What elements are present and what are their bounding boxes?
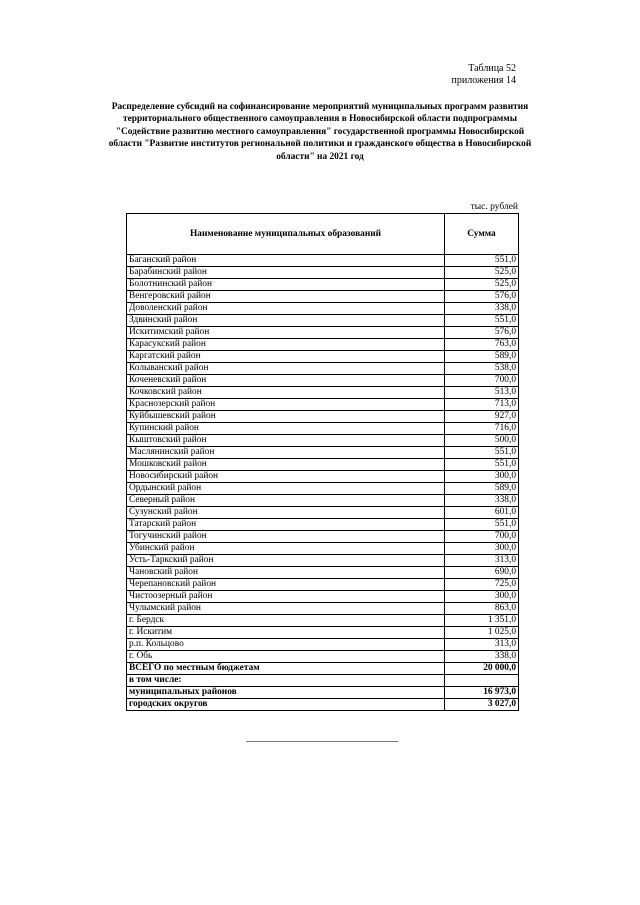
table-row: [127, 435, 519, 447]
subsidy-amount: 725,0: [445, 579, 519, 591]
municipality-name: Колыванский район: [127, 363, 445, 375]
subsidy-amount: 589,0: [445, 351, 519, 363]
table-row: [127, 387, 519, 399]
subsidy-amount: 300,0: [445, 591, 519, 603]
table-row: [127, 627, 519, 639]
municipality-name: Тогучинский район: [127, 531, 445, 543]
table-row: [127, 291, 519, 303]
appendix-number: приложения 14: [451, 75, 516, 86]
end-divider: [246, 741, 398, 742]
table-row: [127, 327, 519, 339]
municipality-name: Венгеровский район: [127, 291, 445, 303]
subsidy-amount: 513,0: [445, 387, 519, 399]
municipality-name: Каргатский район: [127, 351, 445, 363]
subsidy-amount: 576,0: [445, 327, 519, 339]
municipality-name: Кочковский район: [127, 387, 445, 399]
municipality-name: городских округов: [127, 699, 445, 711]
municipality-name: Баганский район: [127, 255, 445, 267]
municipality-name: Чистоозерный район: [127, 591, 445, 603]
municipality-name: Карасукский район: [127, 339, 445, 351]
municipality-name: Здвинский район: [127, 315, 445, 327]
document-title: Распределение субсидий на софинансирование мероприятий муниципальных программ развития территориального общественного самоуправления в Новосибирской области подпрограммы "Содействие развитию местного самоуправления" государственной программы Новосибирской области "Развитие институтов региональной политики и гражданского общества в Новосибирской области" на 2021 год: [108, 102, 532, 162]
table-row: [127, 459, 519, 471]
municipality-name: Купинский район: [127, 423, 445, 435]
column-header-name: Наименование муниципальных образований: [127, 214, 445, 255]
subsidy-amount: 300,0: [445, 543, 519, 555]
table-row: [127, 615, 519, 627]
unit-label: тыс. рублей: [470, 202, 518, 212]
subsidy-amount: 338,0: [445, 495, 519, 507]
municipality-name: Татарский район: [127, 519, 445, 531]
total-row: [127, 675, 519, 687]
subsidy-amount: 313,0: [445, 639, 519, 651]
subsidy-amount: 551,0: [445, 519, 519, 531]
table-row: [127, 351, 519, 363]
table-row: [127, 555, 519, 567]
subsidy-amount: 713,0: [445, 399, 519, 411]
municipality-name: Барабинский район: [127, 267, 445, 279]
municipality-name: Убинский район: [127, 543, 445, 555]
table-header-row: [127, 214, 519, 255]
subsidy-amount: 551,0: [445, 315, 519, 327]
total-row: [127, 699, 519, 711]
subsidy-amount: 690,0: [445, 567, 519, 579]
table-row: [127, 423, 519, 435]
column-header-amount: Сумма: [445, 214, 519, 255]
subsidy-amount: 525,0: [445, 267, 519, 279]
subsidy-amount: 700,0: [445, 375, 519, 387]
subsidy-amount: 551,0: [445, 255, 519, 267]
table-row: [127, 255, 519, 267]
subsidy-amount: 551,0: [445, 459, 519, 471]
municipality-name: Болотнинский район: [127, 279, 445, 291]
municipality-name: Коченевский район: [127, 375, 445, 387]
municipality-name: Чулымский район: [127, 603, 445, 615]
total-row: [127, 687, 519, 699]
subsidy-amount: 3 027,0: [445, 699, 519, 711]
table-row: [127, 471, 519, 483]
table-row: [127, 339, 519, 351]
table-row: [127, 579, 519, 591]
subsidy-amount: [445, 675, 519, 687]
table-body: [127, 255, 519, 711]
subsidy-amount: 313,0: [445, 555, 519, 567]
municipality-name: Сузунский район: [127, 507, 445, 519]
subsidy-amount: 1 025,0: [445, 627, 519, 639]
table-row: [127, 315, 519, 327]
municipality-name: Новосибирский район: [127, 471, 445, 483]
table-row: [127, 375, 519, 387]
subsidy-amount: 500,0: [445, 435, 519, 447]
table-reference: [452, 63, 516, 87]
municipality-name: Усть-Таркский район: [127, 555, 445, 567]
subsidy-amount: 538,0: [445, 363, 519, 375]
municipality-name: Ордынский район: [127, 483, 445, 495]
municipality-name: г. Бердск: [127, 615, 445, 627]
municipality-name: Мошковский район: [127, 459, 445, 471]
subsidy-amount: 300,0: [445, 471, 519, 483]
table-row: [127, 483, 519, 495]
subsidy-amount: 338,0: [445, 651, 519, 663]
municipality-name: ВСЕГО по местным бюджетам: [127, 663, 445, 675]
table-row: [127, 411, 519, 423]
municipality-name: Доволенский район: [127, 303, 445, 315]
subsidy-amount: 576,0: [445, 291, 519, 303]
table-row: [127, 267, 519, 279]
table-row: [127, 279, 519, 291]
subsidy-amount: 927,0: [445, 411, 519, 423]
municipality-name: р.п. Кольцово: [127, 639, 445, 651]
municipality-name: Искитимский район: [127, 327, 445, 339]
table-row: [127, 519, 519, 531]
table-row: [127, 543, 519, 555]
municipality-name: Северный район: [127, 495, 445, 507]
subsidy-amount: 863,0: [445, 603, 519, 615]
subsidy-amount: 525,0: [445, 279, 519, 291]
subsidy-amount: 16 973,0: [445, 687, 519, 699]
table-row: [127, 651, 519, 663]
subsidy-amount: 551,0: [445, 447, 519, 459]
table-row: [127, 495, 519, 507]
subsidy-amount: 700,0: [445, 531, 519, 543]
subsidy-amount: 601,0: [445, 507, 519, 519]
municipality-name: в том числе:: [127, 675, 445, 687]
municipality-name: г. Обь: [127, 651, 445, 663]
table-row: [127, 363, 519, 375]
municipality-name: Краснозерский район: [127, 399, 445, 411]
table-row: [127, 507, 519, 519]
table-row: [127, 531, 519, 543]
subsidy-amount: 716,0: [445, 423, 519, 435]
municipality-name: Чановский район: [127, 567, 445, 579]
table-number: Таблица 52: [468, 63, 516, 74]
municipality-name: г. Искитим: [127, 627, 445, 639]
subsidy-amount: 589,0: [445, 483, 519, 495]
subsidy-amount: 20 000,0: [445, 663, 519, 675]
municipality-name: Черепановский район: [127, 579, 445, 591]
subsidy-amount: 338,0: [445, 303, 519, 315]
municipality-name: муниципальных районов: [127, 687, 445, 699]
table-row: [127, 447, 519, 459]
subsidy-amount: 1 351,0: [445, 615, 519, 627]
subsidy-table: [126, 213, 519, 711]
total-row: [127, 663, 519, 675]
table-row: [127, 303, 519, 315]
table-row: [127, 567, 519, 579]
table-row: [127, 399, 519, 411]
table-row: [127, 591, 519, 603]
municipality-name: Кыштовский район: [127, 435, 445, 447]
municipality-name: Куйбышевский район: [127, 411, 445, 423]
table-row: [127, 603, 519, 615]
subsidy-amount: 763,0: [445, 339, 519, 351]
table-row: [127, 639, 519, 651]
municipality-name: Маслянинский район: [127, 447, 445, 459]
